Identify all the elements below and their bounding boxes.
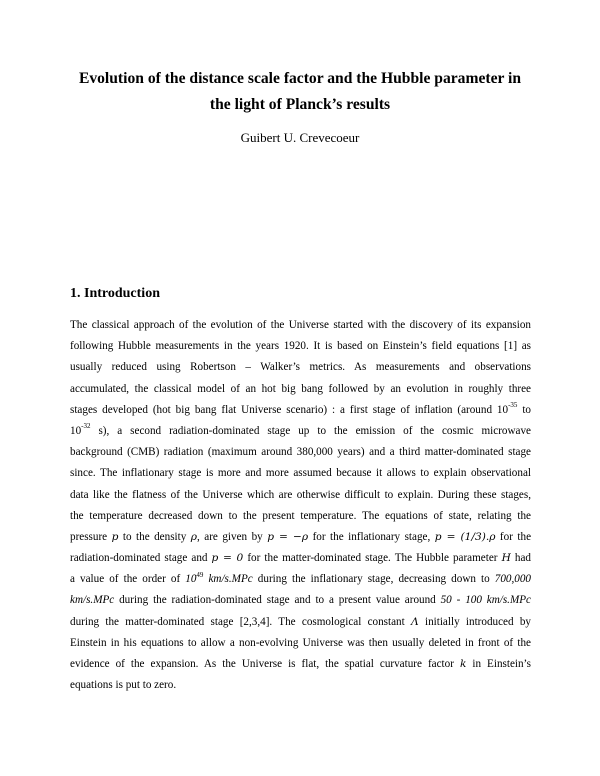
- italic-value: 50 - 100 km/s.MPc: [440, 594, 532, 607]
- math-equation: p = −ρ: [267, 530, 309, 543]
- title-line-2: the light of Planck’s results: [209, 96, 391, 113]
- body-text: for the inflationary stage,: [308, 530, 435, 543]
- body-text: s), a second radiation-dominated stage up to the emission of the cosmic microwave: [90, 424, 531, 437]
- body-text: accumulated, the classical model of an hot big bang followed by an evolution in roughly three: [70, 382, 531, 395]
- body-line: [70, 612, 531, 633]
- body-line: [70, 379, 531, 400]
- paper-title: [60, 66, 540, 118]
- author-name: Guibert U. Crevecoeur: [240, 130, 360, 145]
- body-line: [70, 442, 531, 463]
- body-line: [70, 485, 531, 506]
- math-equation: p = (1/3).ρ: [434, 530, 496, 543]
- body-text: during the matter-dominated stage [2,3,4]. The cosmological constant: [70, 615, 405, 628]
- body-line: [70, 315, 531, 336]
- body-text: Einstein in his equations to allow a non-evolving Universe was then usually deleted in front of the: [70, 636, 531, 649]
- body-line: [70, 569, 531, 590]
- math-equation: p = 0: [211, 552, 244, 565]
- italic-unit: km/s.MPc: [203, 573, 253, 586]
- math-symbol: H: [501, 552, 511, 565]
- italic-value: 10: [185, 573, 197, 586]
- body-text: , are given by: [197, 530, 268, 543]
- body-line: [70, 654, 531, 675]
- body-text: had: [510, 552, 531, 565]
- italic-unit: km/s.MPc: [70, 594, 115, 607]
- body-text: to the density: [118, 530, 191, 543]
- body-line: [70, 675, 531, 696]
- body-text: during the radiation-dominated stage and to a present value around: [114, 594, 441, 607]
- body-text: background (CMB) radiation (maximum around 380,000 years) and a third matter-dominated stage: [70, 446, 531, 459]
- body-text: following Hubble measurements in the years 1920. It is based on Einstein’s field equations [1] as: [70, 340, 531, 353]
- body-line: [70, 463, 531, 484]
- body-text: initially introduced by: [418, 615, 531, 628]
- body-text: the temperature decreased down to the present temperature. The equations of state, relating the: [70, 509, 531, 522]
- body-text: during the inflationary stage, decreasing down to: [252, 573, 495, 586]
- body-text: data like the flatness of the Universe which are otherwise difficult to explain. During these stages,: [70, 488, 531, 501]
- body-line: [70, 590, 531, 611]
- math-symbol: ρ: [190, 530, 198, 543]
- body-text: a value of the order of: [70, 573, 186, 586]
- body-text: since. The inflationary stage is more and more assumed because it allows to explain observational: [70, 467, 531, 480]
- body-text: evidence of the expansion. As the Universe is flat, the spatial curvature factor: [70, 658, 454, 670]
- body-text: for the: [495, 530, 532, 543]
- body-text: for the matter-dominated stage. The Hubble parameter: [243, 552, 502, 565]
- body-text: stages developed (hot big bang flat Universe scenario) : a first stage of inflation (around 10: [70, 403, 509, 416]
- body-text: 10: [70, 424, 82, 437]
- body-text: equations is put to zero.: [70, 679, 177, 692]
- title-line-1: Evolution of the distance scale factor and the Hubble parameter in: [78, 70, 522, 87]
- body-line: [70, 633, 531, 654]
- math-symbol: Λ: [411, 615, 419, 628]
- body-line: [70, 421, 531, 442]
- body-text: pressure: [70, 530, 112, 543]
- body-line: [70, 527, 531, 548]
- body-line: [70, 506, 531, 527]
- body-line: [70, 336, 531, 357]
- section-heading: 1. Introduction: [70, 286, 160, 301]
- exponent: -35: [508, 401, 518, 410]
- body-text: The classical approach of the evolution of the Universe started with the discovery of its expansion: [70, 319, 531, 331]
- math-symbol: k: [459, 658, 467, 670]
- body-text: in Einstein’s: [466, 658, 531, 670]
- exponent: 49: [196, 570, 204, 579]
- italic-value: 700,000: [494, 573, 531, 586]
- body-text: radiation-dominated stage and: [70, 552, 212, 565]
- exponent: -32: [81, 422, 91, 431]
- body-line: [70, 400, 531, 421]
- body-text: usually reduced using Robertson – Walker’s metrics. As measurements and observations: [70, 361, 531, 374]
- section-body: [70, 315, 531, 696]
- math-symbol: p: [111, 530, 119, 543]
- body-line: [70, 357, 531, 378]
- body-line: [70, 548, 531, 569]
- body-text: to: [517, 403, 531, 416]
